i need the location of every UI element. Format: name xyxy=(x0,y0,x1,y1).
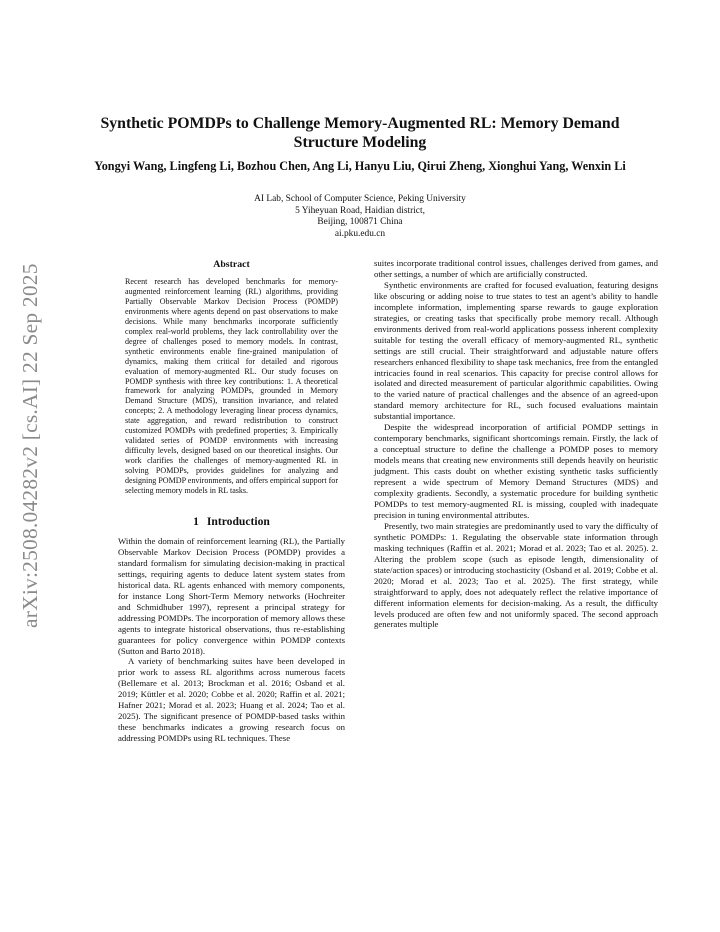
arxiv-side-stamp: arXiv:2508.04282v2 [cs.AI] 22 Sep 2025 xyxy=(18,263,42,628)
affiliation-block xyxy=(120,194,600,240)
affiliation-email: ai.pku.edu.cn xyxy=(334,228,386,239)
section-number: 1 xyxy=(193,514,199,528)
abstract-heading: Abstract xyxy=(213,259,250,270)
section-title: Introduction xyxy=(206,514,270,528)
left-column xyxy=(118,258,345,744)
intro-paragraph: Despite the widespread incorporation of artificial POMDP settings in contemporary benchmarks, significant shortcomings remain. Firstly, the lack of a conceptual structure to define the challenge a POMDP poses to memory models means that creating new environments still depends heavily on heuristic judgment. This casts doubt on whether existing synthetic tasks sufficiently represent a wide spectrum of Memory Demand Structures (MDS) and complexity gradients. Secondly, a systematic procedure for building synthetic POMDPs to test memory-augmented RL is missing, coupled with inadequate precision in tuning environmental attributes. xyxy=(374,422,658,520)
intro-paragraph-continued: suites incorporate traditional control issues, challenges derived from games, and other settings, a number of which are artificially constructed. xyxy=(374,258,658,279)
section-heading-introduction xyxy=(118,515,345,529)
intro-paragraph: Within the domain of reinforcement learning (RL), the Partially Observable Markov Decision Process (POMDP) provides a standard formalism for simulating decision-making in practical settings, requiring agents to deduce latent system states from historical data. RL agents enhanced with memory components, for instance Long Short-Term Memory networks (Hochreiter and Schmidhuber 1997), represent a principal strategy for addressing POMDPs. The incorporation of memory allows these agents to integrate historical observations, thus re-establishing guarantees for policy convergence within POMDP contexts (Sutton and Barto 2018). xyxy=(118,535,345,656)
paper-title: Synthetic POMDPs to Challenge Memory-Augmented RL: Memory Demand Structure Modeling xyxy=(100,115,620,151)
affiliation-line: 5 Yiheyuan Road, Haidian district, xyxy=(295,205,425,216)
intro-paragraph: Synthetic environments are crafted for focused evaluation, featuring designs like obscuring or adding noise to true states to test an agent’s ability to handle incomplete information, implementing sparse rewards to gauge exploration strategies, or creating tasks that specifically probe memory recall. Although environments derived from real-world applications possess inherent complexity suitable for testing the overall efficacy of memory-augmented RL, synthetic settings are still crucial. Their straightforward and adjustable nature offers researchers enhanced flexibility to shape task mechanics, free from the entangled intricacies found in real scenarios. This capacity for precise control allows for isolated and directed measurement of particular algorithmic capabilities. Owing to the varied nature of practical challenges and the absence of an agreed-upon standard memory architecture for RL, such focused evaluations maintain substantial importance. xyxy=(374,279,659,422)
affiliation-line: AI Lab, School of Computer Science, Peking University xyxy=(254,194,466,204)
right-column xyxy=(374,258,658,630)
abstract-text: Recent research has developed benchmarks for memory-augmented reinforcement learning (RL) algorithms, providing Partially Observable Markov Decision Process (POMDP) environments where agents depend on past observations to make decisions. While many benchmarks incorporate sufficiently complex real-world problems, they lack controllability over the degree of challenges posed to memory models. In contrast, synthetic environments enable fine-grained manipulation of dynamics, making them critical for detailed and rigorous evaluation of memory-augmented RL. Our study focuses on POMDP synthesis with three key contributions: 1. A theoretical framework for analyzing POMDPs, grounded in Memory Demand Structure (MDS), transition invariance, and related concepts; 2. A methodology leveraging linear process dynamics, state aggregation, and reward redistribution to construct customized POMDPs with predefined properties; 3. Empirically validated series of POMDP environments with increasing difficulty levels, designed based on our theoretical insights. Our work clarifies the challenges of memory-augmented RL in solving POMDPs, provides guidelines for analyzing and designing POMDP environments, and offers empirical support for selecting memory models in RL tasks. xyxy=(125,277,338,496)
intro-paragraph: Presently, two main strategies are predominantly used to vary the difficulty of synthetic POMDPs: 1. Regulating the observable state information through masking techniques (Raffin et al. 2021; Morad et al. 2023; Tao et al. 2025). 2. Altering the problem scope (such as episode length, dimensionality of state/action spaces) or introducing stochasticity (Osband et al. 2019; Cobbe et al. 2020; Morad et al. 2023; Tao et al. 2025). The first strategy, while straightforward to apply, does not adequately reflect the relative importance of different information elements for decision-making. As a result, the difficulty levels produced are often few and not uniformly spaced. The second approach generates multiple xyxy=(374,520,658,630)
intro-paragraph: A variety of benchmarking suites have been developed in prior work to assess RL algorithms across numerous facets (Bellemare et al. 2013; Brockman et al. 2016; Osband et al. 2019; Küttler et al. 2020; Cobbe et al. 2020; Raffin et al. 2021; Hafner 2021; Morad et al. 2023; Huang et al. 2024; Tao et al. 2025). The significant presence of POMDP-based tasks within these benchmarks indicates a growing research focus on addressing POMDPs using RL techniques. These xyxy=(118,656,345,744)
paper-authors: Yongyi Wang, Lingfeng Li, Bozhou Chen, Ang Li, Hanyu Liu, Qirui Zheng, Xionghui Yang, Wenxin Li xyxy=(94,159,626,173)
affiliation-line: Beijing, 100871 China xyxy=(317,217,403,228)
